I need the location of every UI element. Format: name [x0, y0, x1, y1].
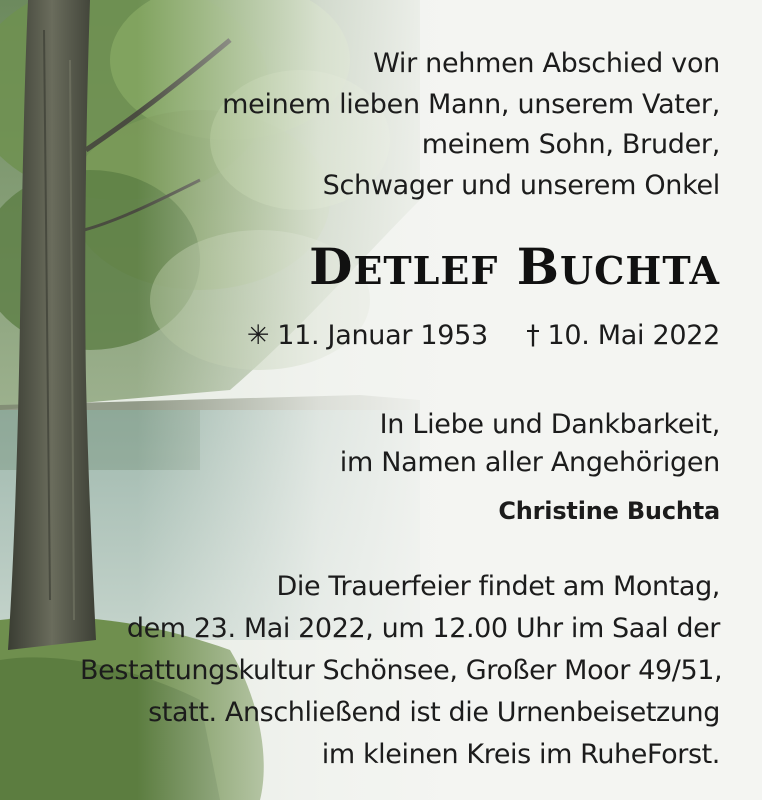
signer-name: Christine Buchta — [498, 497, 720, 525]
birth-date-group — [247, 320, 496, 351]
thanks-text — [80, 406, 720, 482]
birth-date: 11. Januar 1953 — [277, 320, 488, 351]
death-date: 10. Mai 2022 — [547, 320, 720, 351]
funeral-line: statt. Anschließend ist die Urnenbeisetzung — [148, 697, 720, 728]
intro-text — [80, 44, 720, 206]
intro-line: Wir nehmen Abschied von — [373, 48, 720, 79]
death-date-group — [526, 320, 720, 351]
first-name-initial: D — [309, 237, 354, 296]
funeral-line: dem 23. Mai 2022, um 12.00 Uhr im Saal der — [126, 613, 720, 644]
intro-line: meinem lieben Mann, unserem Vater, — [222, 88, 720, 120]
funeral-details — [80, 566, 723, 776]
funeral-line: im kleinen Kreis im RuheForst. — [321, 739, 720, 770]
funeral-line: Die Trauerfeier findet am Montag, — [276, 571, 720, 602]
intro-line: Schwager und unserem Onkel — [322, 169, 720, 201]
last-name-rest: UCHTA — [560, 248, 720, 293]
intro-line: meinem Sohn, Bruder, — [421, 129, 720, 160]
death-cross-icon: † — [526, 320, 540, 351]
thanks-line: In Liebe und Dankbarkeit, — [379, 409, 720, 440]
funeral-line: Bestattungskultur Schönsee, Großer Moor 49/51, — [80, 655, 723, 686]
last-name-initial: B — [516, 237, 561, 296]
thanks-line: im Namen aller Angehörigen — [339, 447, 720, 478]
life-dates — [80, 316, 720, 356]
birth-star-icon: ✳ — [246, 320, 270, 351]
first-name-rest: ETLEF — [353, 248, 499, 293]
deceased-name — [80, 232, 720, 306]
